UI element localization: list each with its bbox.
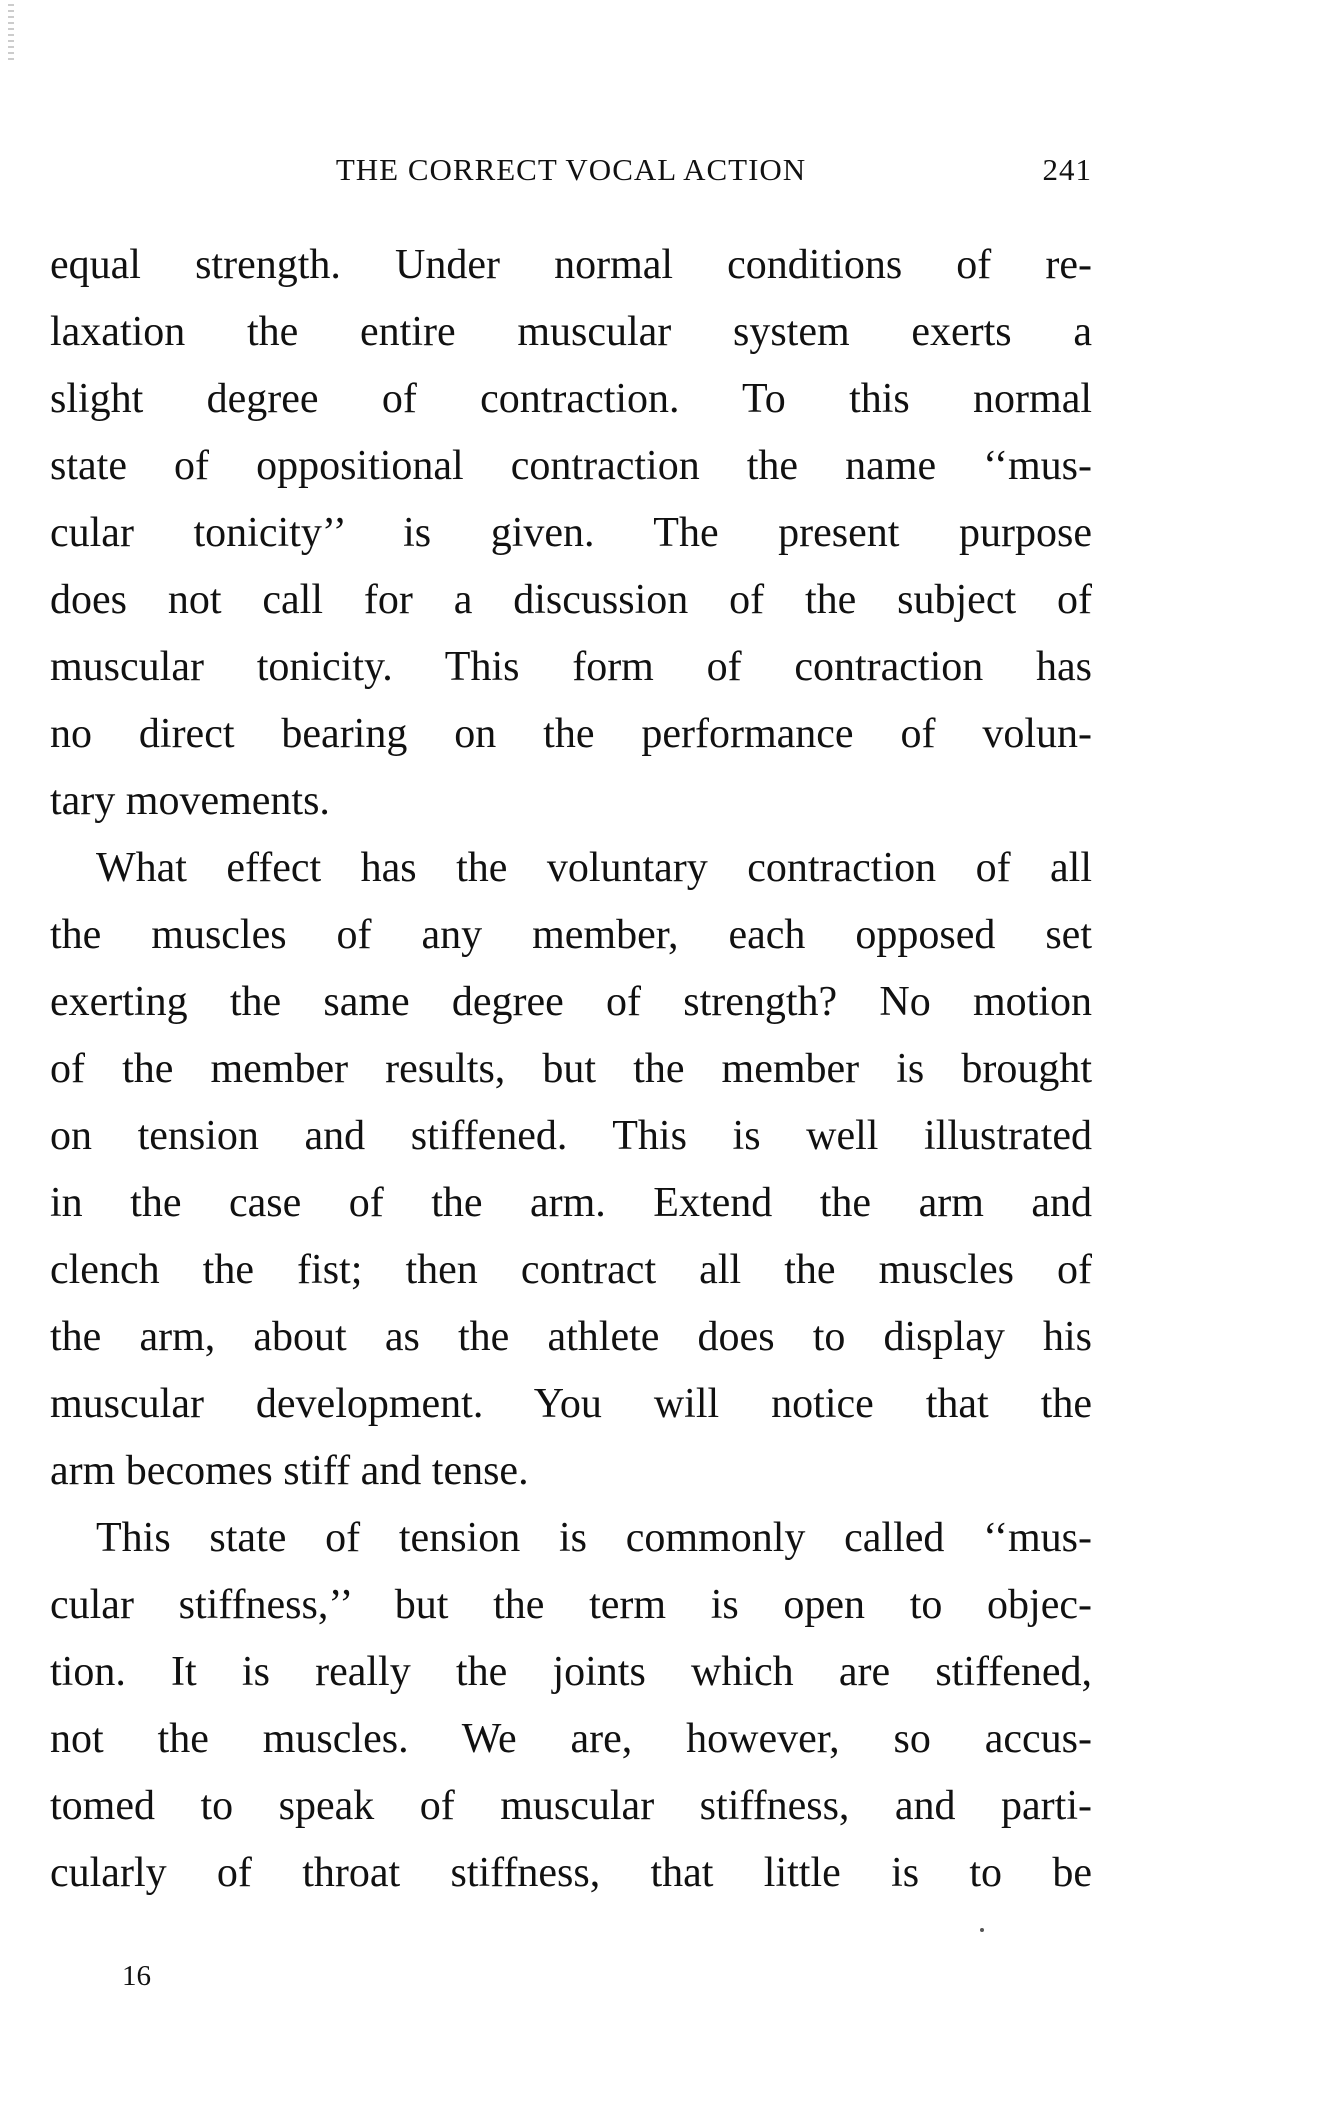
text-line: exerting the same degree of strength? No motion [50, 979, 1092, 1025]
scan-artifact [8, 4, 14, 64]
text-line: does not call for a discussion of the subject of [50, 577, 1092, 623]
text-line: This state of tension is commonly called ‘‘mus- [96, 1515, 1092, 1561]
text-line: arm becomes stiff and tense. [50, 1448, 529, 1494]
text-line: What effect has the voluntary contraction of all [96, 845, 1092, 891]
text-line: no direct bearing on the performance of volun- [50, 711, 1092, 757]
text-line: of the member results, but the member is brought [50, 1046, 1092, 1092]
page-number: 241 [1042, 152, 1092, 187]
text-line: slight degree of contraction. To this normal [50, 376, 1092, 422]
body-text [50, 232, 1092, 1907]
text-line: tary movements. [50, 778, 330, 824]
scan-artifact [980, 1928, 984, 1932]
text-line: tion. It is really the joints which are stiffened, [50, 1649, 1092, 1695]
text-line: in the case of the arm. Extend the arm and [50, 1180, 1092, 1226]
text-line: cular tonicity’’ is given. The present purpose [50, 510, 1092, 556]
text-line: tomed to speak of muscular stiffness, and parti- [50, 1783, 1092, 1829]
running-head [50, 152, 1092, 192]
text-line: clench the fist; then contract all the muscles of [50, 1247, 1092, 1293]
text-line: on tension and stiffened. This is well illustrated [50, 1113, 1092, 1159]
text-line: muscular tonicity. This form of contraction has [50, 644, 1092, 690]
signature-mark: 16 [122, 1960, 151, 1992]
text-line: the muscles of any member, each opposed set [50, 912, 1092, 958]
text-line: not the muscles. We are, however, so accus- [50, 1716, 1092, 1762]
text-line: muscular development. You will notice that the [50, 1381, 1092, 1427]
text-line: equal strength. Under normal conditions of re- [50, 242, 1092, 288]
text-line: state of oppositional contraction the name ‘‘mus- [50, 443, 1092, 489]
text-line: laxation the entire muscular system exerts a [50, 309, 1092, 355]
text-line: cular stiffness,’’ but the term is open to objec- [50, 1582, 1092, 1628]
text-line: the arm, about as the athlete does to display his [50, 1314, 1092, 1360]
text-line: cularly of throat stiffness, that little is to be [50, 1850, 1092, 1896]
running-title: THE CORRECT VOCAL ACTION [335, 152, 807, 187]
